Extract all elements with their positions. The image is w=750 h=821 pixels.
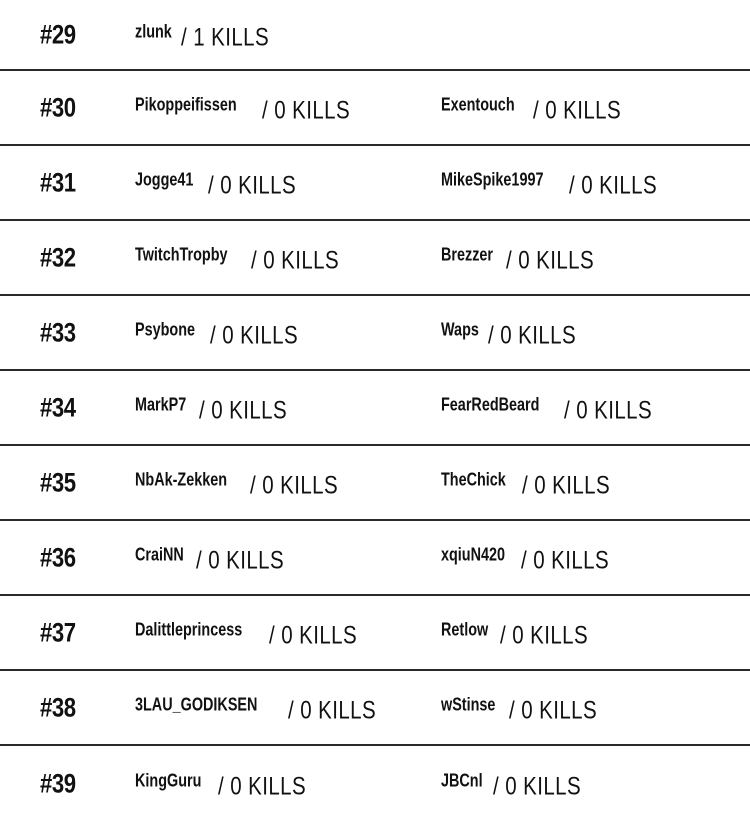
leaderboard-row xyxy=(0,671,750,746)
player-entry xyxy=(135,90,369,125)
player-name: Dalittleprincess xyxy=(135,619,243,639)
leaderboard-row xyxy=(0,371,750,446)
player-name: NbAk-Zekken xyxy=(135,469,228,489)
kill-count: / 0 KILLS xyxy=(533,96,622,124)
kill-count: / 0 KILLS xyxy=(288,696,377,724)
leaderboard-row xyxy=(0,71,750,146)
player-name: wStinse xyxy=(441,694,496,714)
player-entry xyxy=(441,315,596,350)
rank-label: #32 xyxy=(40,242,76,272)
player-name: KingGuru xyxy=(135,770,202,790)
kill-count: / 0 KILLS xyxy=(488,321,577,349)
rank-label: #36 xyxy=(40,542,76,572)
kill-count: / 1 KILLS xyxy=(181,23,270,51)
player-entry xyxy=(135,390,306,425)
player-entry xyxy=(135,766,325,801)
kill-count: / 0 KILLS xyxy=(569,171,658,199)
kill-count: / 0 KILLS xyxy=(269,621,358,649)
rank-label: #35 xyxy=(40,467,76,497)
rank-label: #31 xyxy=(40,167,76,197)
kill-count: / 0 KILLS xyxy=(522,471,611,499)
player-entry xyxy=(441,540,628,575)
player-name: Brezzer xyxy=(441,244,494,264)
leaderboard-row xyxy=(0,221,750,296)
kill-count: / 0 KILLS xyxy=(250,471,339,499)
leaderboard-row xyxy=(0,0,750,71)
rank-label: #33 xyxy=(40,317,76,347)
player-entry xyxy=(441,240,613,275)
player-entry xyxy=(441,390,671,425)
leaderboard-row xyxy=(0,521,750,596)
leaderboard-row xyxy=(0,596,750,671)
rank-label: #30 xyxy=(40,92,76,122)
player-name: Pikoppeifissen xyxy=(135,94,237,114)
player-name: MarkP7 xyxy=(135,394,187,414)
player-name: CraiNN xyxy=(135,544,184,564)
kill-count: / 0 KILLS xyxy=(521,546,610,574)
rank-label: #37 xyxy=(40,617,76,647)
kill-count: / 0 KILLS xyxy=(500,621,589,649)
kill-count: / 0 KILLS xyxy=(262,96,351,124)
rank-label: #38 xyxy=(40,692,76,722)
player-name: TwitchTropby xyxy=(135,244,228,264)
player-entry xyxy=(135,615,376,650)
kill-count: / 0 KILLS xyxy=(196,546,285,574)
player-name: Retlow xyxy=(441,619,489,639)
player-entry xyxy=(441,165,676,200)
player-name: MikeSpike1997 xyxy=(441,169,544,189)
rank-label: #39 xyxy=(40,768,76,798)
player-entry xyxy=(135,540,303,575)
player-entry xyxy=(441,615,607,650)
kill-count: / 0 KILLS xyxy=(250,246,339,274)
player-entry xyxy=(441,766,600,801)
player-entry xyxy=(441,690,616,725)
rank-label: #34 xyxy=(40,392,76,422)
kill-count: / 0 KILLS xyxy=(493,772,582,800)
player-name: xqiuN420 xyxy=(441,544,506,564)
player-entry xyxy=(135,315,317,350)
player-name: FearRedBeard xyxy=(441,394,540,414)
leaderboard-row xyxy=(0,146,750,221)
player-name: Waps xyxy=(441,319,479,339)
player-entry xyxy=(441,90,640,125)
player-name: Exentouch xyxy=(441,94,515,114)
kill-count: / 0 KILLS xyxy=(208,171,297,199)
leaderboard-row xyxy=(0,446,750,521)
kill-count: / 0 KILLS xyxy=(506,246,595,274)
player-name: 3LAU_GODIKSEN xyxy=(135,694,258,714)
player-name: TheChick xyxy=(441,469,506,489)
player-name: Jogge41 xyxy=(135,169,194,189)
player-name: Psybone xyxy=(135,319,196,339)
kill-count: / 0 KILLS xyxy=(218,772,307,800)
player-entry xyxy=(135,17,288,52)
player-entry xyxy=(135,240,358,275)
player-entry xyxy=(135,690,395,725)
player-entry xyxy=(135,465,357,500)
kill-count: / 0 KILLS xyxy=(199,396,288,424)
leaderboard-row xyxy=(0,296,750,371)
kill-count: / 0 KILLS xyxy=(564,396,653,424)
rank-label: #29 xyxy=(40,19,76,49)
kill-count: / 0 KILLS xyxy=(509,696,598,724)
player-name: zlunk xyxy=(135,21,172,41)
player-name: JBCnl xyxy=(441,770,483,790)
player-entry xyxy=(441,465,629,500)
kill-count: / 0 KILLS xyxy=(210,321,299,349)
player-entry xyxy=(135,165,315,200)
